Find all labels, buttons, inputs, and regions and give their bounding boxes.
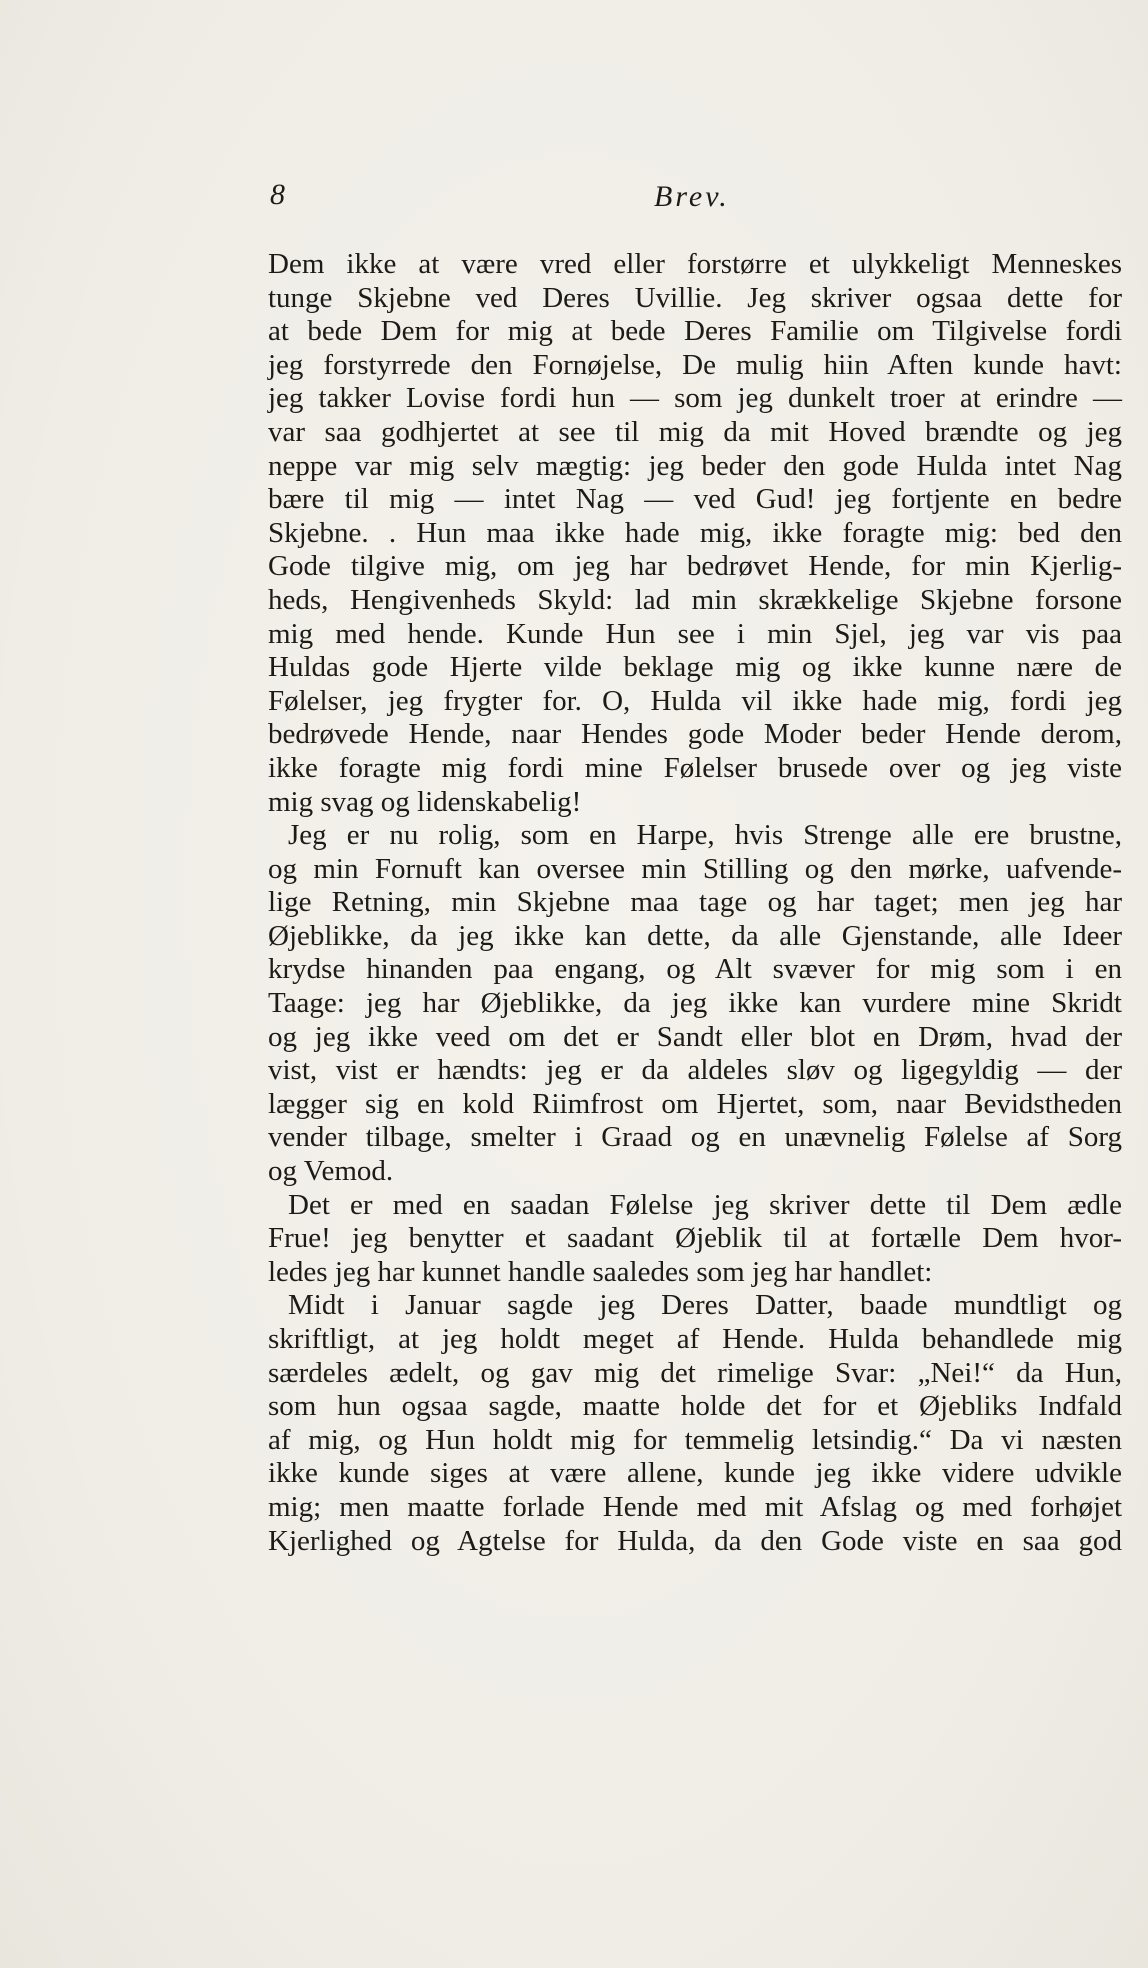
text-line: Det er med en saadan Følelse jeg skriver dette til Dem ædle — [288, 1188, 1122, 1221]
page-header — [270, 178, 1122, 218]
text-line: krydse hinanden paa engang, og Alt svæver for mig som i en — [268, 953, 1122, 986]
text-line: vist, vist er hændts: jeg er da aldeles sløv og ligegyldig — der — [268, 1054, 1122, 1087]
text-line: Følelser, jeg frygter for. O, Hulda vil ikke hade mig, fordi jeg — [268, 684, 1122, 717]
text-line: Midt i Januar sagde jeg Deres Datter, baade mundtligt og — [288, 1289, 1122, 1322]
text-line: Jeg er nu rolig, som en Harpe, hvis Strenge alle ere brustne, — [288, 819, 1122, 852]
text-line: mig med hende. Kunde Hun see i min Sjel, jeg var vis paa — [268, 617, 1122, 650]
text-line: Taage: jeg har Øjeblikke, da jeg ikke kan vurdere mine Skridt — [268, 987, 1122, 1020]
text-line: Øjeblikke, da jeg ikke kan dette, da alle Gjenstande, alle Ideer — [268, 919, 1122, 952]
text-line: Huldas gode Hjerte vilde beklage mig og ikke kunne nære de — [268, 651, 1122, 684]
text-line: Skjebne. . Hun maa ikke hade mig, ikke foragte mig: bed den — [268, 516, 1122, 549]
text-line: lige Retning, min Skjebne maa tage og har taget; men jeg har — [268, 886, 1122, 919]
text-line: tunge Skjebne ved Deres Uvillie. Jeg skriver ogsaa dette for — [268, 281, 1122, 314]
body-text — [268, 248, 1122, 1558]
text-line: Dem ikke at være vred eller forstørre et ulykkeligt Menneskes — [268, 248, 1122, 280]
text-line: skriftligt, at jeg holdt meget af Hende. Hulda behandlede mig — [268, 1323, 1122, 1355]
text-line: var saa godhjertet at see til mig da mit Hoved brændte og jeg — [268, 415, 1122, 448]
text-line: at bede Dem for mig at bede Deres Familie om Tilgivelse fordi — [268, 315, 1122, 348]
running-title: Brev. — [654, 180, 730, 213]
text-line: af mig, og Hun holdt mig for temmelig letsindig.“ Da vi næsten — [268, 1423, 1122, 1456]
text-line: mig svag og lidenskabelig! — [268, 785, 582, 818]
text-line: særdeles ædelt, og gav mig det rimelige Svar: „Nei!“ da Hun, — [268, 1356, 1122, 1389]
text-line: og jeg ikke veed om det er Sandt eller blot en Drøm, hvad der — [268, 1020, 1122, 1053]
text-line: jeg takker Lovise fordi hun — som jeg dunkelt troer at erindre — — [268, 382, 1122, 415]
page-number: 8 — [270, 178, 285, 211]
text-line: ikke kunde siges at være allene, kunde jeg ikke videre udvikle — [268, 1457, 1122, 1490]
text-line: Gode tilgive mig, om jeg har bedrøvet Hende, for min Kjerlig- — [268, 550, 1122, 583]
text-line: ledes jeg har kunnet handle saaledes som jeg har handlet: — [268, 1255, 933, 1288]
text-line: vender tilbage, smelter i Graad og en unævnelig Følelse af Sorg — [268, 1121, 1122, 1154]
text-line: heds, Hengivenheds Skyld: lad min skrækkelige Skjebne forsone — [268, 583, 1122, 616]
text-line: ikke foragte mig fordi mine Følelser brusede over og jeg viste — [268, 751, 1122, 784]
text-line: og min Fornuft kan oversee min Stilling og den mørke, uafvende- — [268, 852, 1122, 885]
text-line: Frue! jeg benytter et saadant Øjeblik til at fortælle Dem hvor- — [268, 1222, 1122, 1255]
text-line: neppe var mig selv mægtig: jeg beder den gode Hulda intet Nag — [268, 449, 1122, 482]
text-line: bedrøvede Hende, naar Hendes gode Moder beder Hende derom, — [268, 718, 1122, 751]
text-line: Kjerlighed og Agtelse for Hulda, da den Gode viste en saa god — [268, 1524, 1122, 1557]
text-line: jeg forstyrrede den Fornøjelse, De mulig hiin Aften kunde havt: — [268, 348, 1122, 381]
text-line: som hun ogsaa sagde, maatte holde det for et Øjebliks Indfald — [268, 1390, 1122, 1423]
text-line: bære til mig — intet Nag — ved Gud! jeg fortjente en bedre — [268, 483, 1122, 516]
text-line: lægger sig en kold Riimfrost om Hjertet, som, naar Bevidstheden — [268, 1087, 1122, 1120]
text-line: og Vemod. — [268, 1155, 394, 1188]
text-line: mig; men maatte forlade Hende med mit Afslag og med forhøjet — [268, 1490, 1122, 1523]
